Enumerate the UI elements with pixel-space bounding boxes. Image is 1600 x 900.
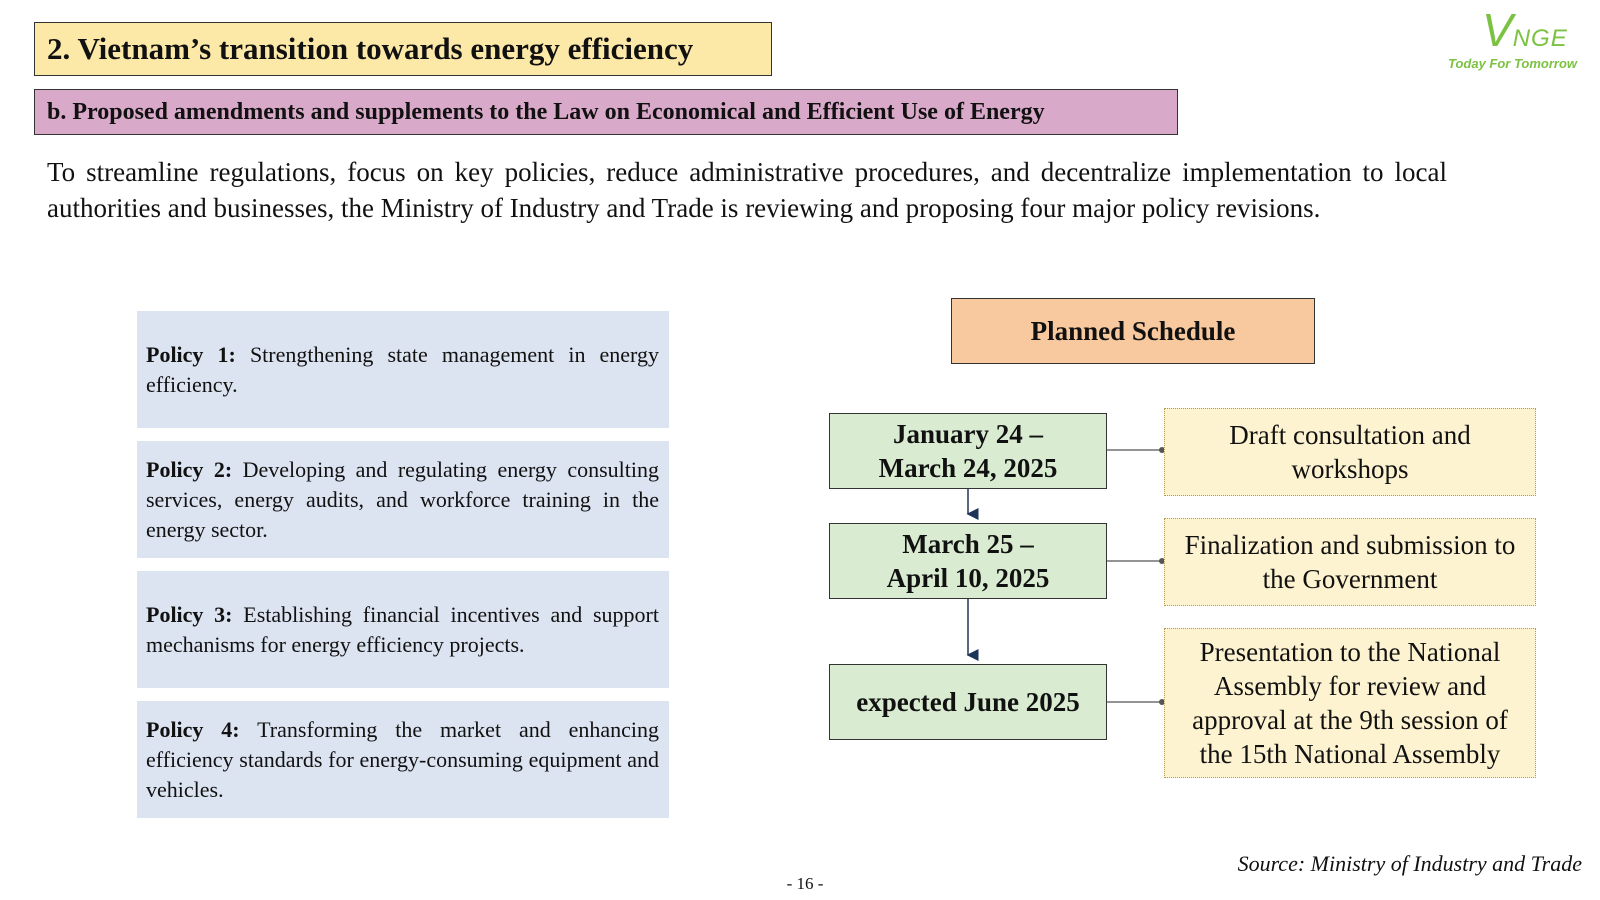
source-note: Source: Ministry of Industry and Trade xyxy=(1237,851,1582,876)
date-line-1: expected June 2025 xyxy=(856,687,1080,717)
schedule-title: Planned Schedule xyxy=(951,298,1315,364)
policy-card-1 xyxy=(137,311,669,428)
policy-text: Developing and regulating energy consulting services, energy audits, and workforce training in the energy sector. xyxy=(146,456,659,542)
description-text: Presentation to the National Assembly for review and approval at the 9th session of the 15th National Assembly xyxy=(1192,637,1508,769)
date-line-2: March 24, 2025 xyxy=(878,453,1058,483)
section-title: 2. Vietnam’s transition towards energy efficiency xyxy=(34,22,772,76)
policy-card-2 xyxy=(137,441,669,558)
schedule-description-2 xyxy=(1164,518,1536,606)
vnge-logo xyxy=(1448,4,1600,82)
page-number: - 16 - xyxy=(786,874,824,893)
policy-text: Transforming the market and enhancing efficiency standards for energy-consuming equipment and vehicles. xyxy=(146,716,659,802)
policy-text: Strengthening state management in energy efficiency. xyxy=(146,341,659,397)
date-line-2: April 10, 2025 xyxy=(886,563,1050,593)
schedule-date-1 xyxy=(829,413,1107,489)
policy-label: Policy 1: xyxy=(146,341,236,367)
policy-card-4 xyxy=(137,701,669,818)
description-text: Draft consultation and workshops xyxy=(1229,420,1471,484)
intro-paragraph: To streamline regulations, focus on key policies, reduce administrative procedures, and decentralize implementation to local authorities and businesses, the Ministry of Industry and Trade is reviewing and proposing four major policy revisions. xyxy=(47,157,1447,223)
date-line-1: March 25 – xyxy=(902,529,1034,559)
schedule-description-3 xyxy=(1164,628,1536,778)
subsection-title: b. Proposed amendments and supplements to the Law on Economical and Efficient Use of Energy xyxy=(34,89,1178,135)
schedule-description-1 xyxy=(1164,408,1536,496)
logo-mark xyxy=(1482,4,1568,59)
policy-label: Policy 2: xyxy=(146,456,233,482)
logo-mark-rest: NGE xyxy=(1512,25,1568,52)
schedule-date-3 xyxy=(829,664,1107,740)
policy-label: Policy 3: xyxy=(146,601,233,627)
description-text: Finalization and submission to the Government xyxy=(1184,530,1516,594)
date-line-1: January 24 – xyxy=(892,419,1043,449)
logo-tagline: Today For Tomorrow xyxy=(1448,56,1578,71)
policy-card-3 xyxy=(137,571,669,688)
policy-label: Policy 4: xyxy=(146,716,240,742)
logo-mark-v: V xyxy=(1482,4,1513,56)
policy-text: Establishing financial incentives and support mechanisms for energy efficiency projects. xyxy=(146,601,659,657)
schedule-date-2 xyxy=(829,523,1107,599)
